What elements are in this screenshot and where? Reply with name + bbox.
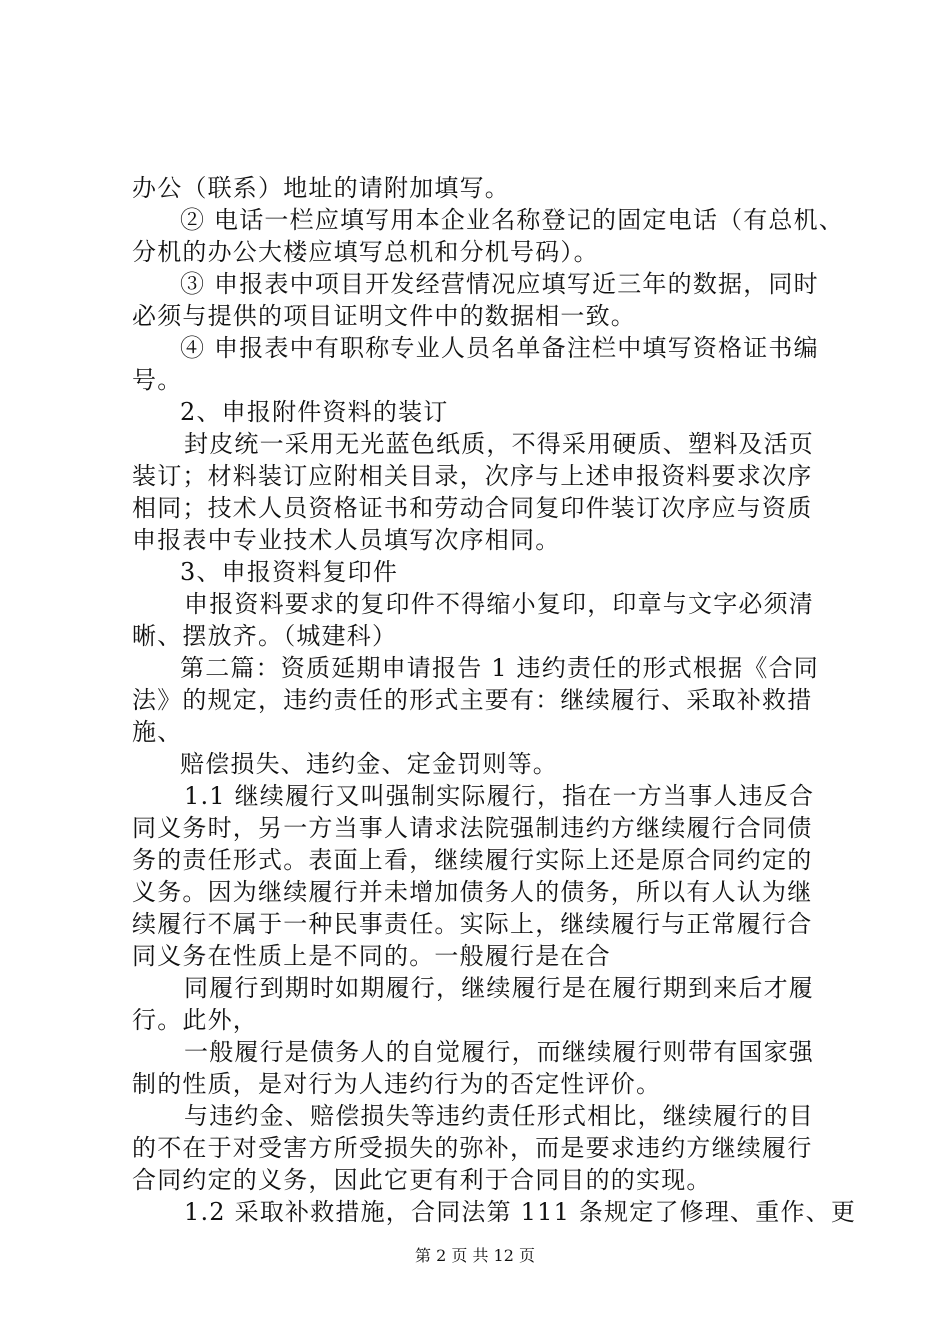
text-line: ② 电话一栏应填写用本企业名称登记的固定电话（有总机、 bbox=[180, 206, 845, 234]
text-line: 一般履行是债务人的自觉履行，而继续履行则带有国家强 bbox=[184, 1038, 814, 1066]
text-line: ④ 申报表中有职称专业人员名单备注栏中填写资格证书编 bbox=[180, 334, 819, 362]
text-line: 相同；技术人员资格证书和劳动合同复印件装订次序应与资质 bbox=[132, 494, 813, 522]
text-line: 与违约金、赔偿损失等违约责任形式相比，继续履行的目 bbox=[184, 1102, 814, 1130]
text-line: 办公（联系）地址的请附加填写。 bbox=[132, 174, 510, 202]
text-line: 务的责任形式。表面上看，继续履行实际上还是原合同约定的 bbox=[132, 846, 813, 874]
text-line: 晰、摆放齐。（城建科） bbox=[132, 622, 398, 650]
text-line: ③ 申报表中项目开发经营情况应填写近三年的数据，同时 bbox=[180, 270, 819, 298]
text-line: 制的性质，是对行为人违约行为的否定性评价。 bbox=[132, 1070, 662, 1098]
text-line: 同义务在性质上是不同的。一般履行是在合 bbox=[132, 942, 611, 970]
text-line: 同义务时，另一方当事人请求法院强制违约方继续履行合同债 bbox=[132, 814, 813, 842]
text-line: 申报表中专业技术人员填写次序相同。 bbox=[132, 526, 561, 554]
text-line: 1.1 继续履行又叫强制实际履行，指在一方当事人违反合 bbox=[184, 782, 815, 810]
text-line: 同履行到期时如期履行，继续履行是在履行期到来后才履 bbox=[184, 974, 814, 1002]
text-line: 1.2 采取补救措施，合同法第 111 条规定了修理、重作、更 bbox=[184, 1198, 857, 1226]
text-line: 号。 bbox=[132, 366, 183, 394]
text-line: 续履行不属于一种民事责任。实际上，继续履行与正常履行合 bbox=[132, 910, 813, 938]
section-heading: 3、申报资料复印件 bbox=[180, 558, 399, 586]
text-line: 的不在于对受害方所受损失的弥补，而是要求违约方继续履行 bbox=[132, 1134, 813, 1162]
section-heading: 2、申报附件资料的装订 bbox=[180, 398, 449, 426]
text-line: 分机的办公大楼应填写总机和分机号码）。 bbox=[132, 238, 599, 266]
text-line: 行。此外， bbox=[132, 1006, 258, 1034]
text-line: 合同约定的义务，因此它更有利于合同目的的实现。 bbox=[132, 1166, 712, 1194]
text-line: 施、 bbox=[132, 718, 183, 746]
text-line: 封皮统一采用无光蓝色纸质，不得采用硬质、塑料及活页 bbox=[184, 430, 814, 458]
text-line: 赔偿损失、违约金、定金罚则等。 bbox=[180, 750, 558, 778]
text-line: 法》的规定，违约责任的形式主要有：继续履行、采取补救措 bbox=[132, 686, 813, 714]
text-line: 义务。因为继续履行并未增加债务人的债务，所以有人认为继 bbox=[132, 878, 813, 906]
text-line: 申报资料要求的复印件不得缩小复印，印章与文字必须清 bbox=[184, 590, 814, 618]
text-line: 装订；材料装订应附相关目录，次序与上述申报资料要求次序 bbox=[132, 462, 813, 490]
text-line: 第二篇：资质延期申请报告 1 违约责任的形式根据《合同 bbox=[180, 654, 819, 682]
page-body bbox=[132, 172, 857, 1228]
page-footer: 第 2 页 共 12 页 bbox=[415, 1246, 535, 1265]
text-line: 必须与提供的项目证明文件中的数据相一致。 bbox=[132, 302, 636, 330]
